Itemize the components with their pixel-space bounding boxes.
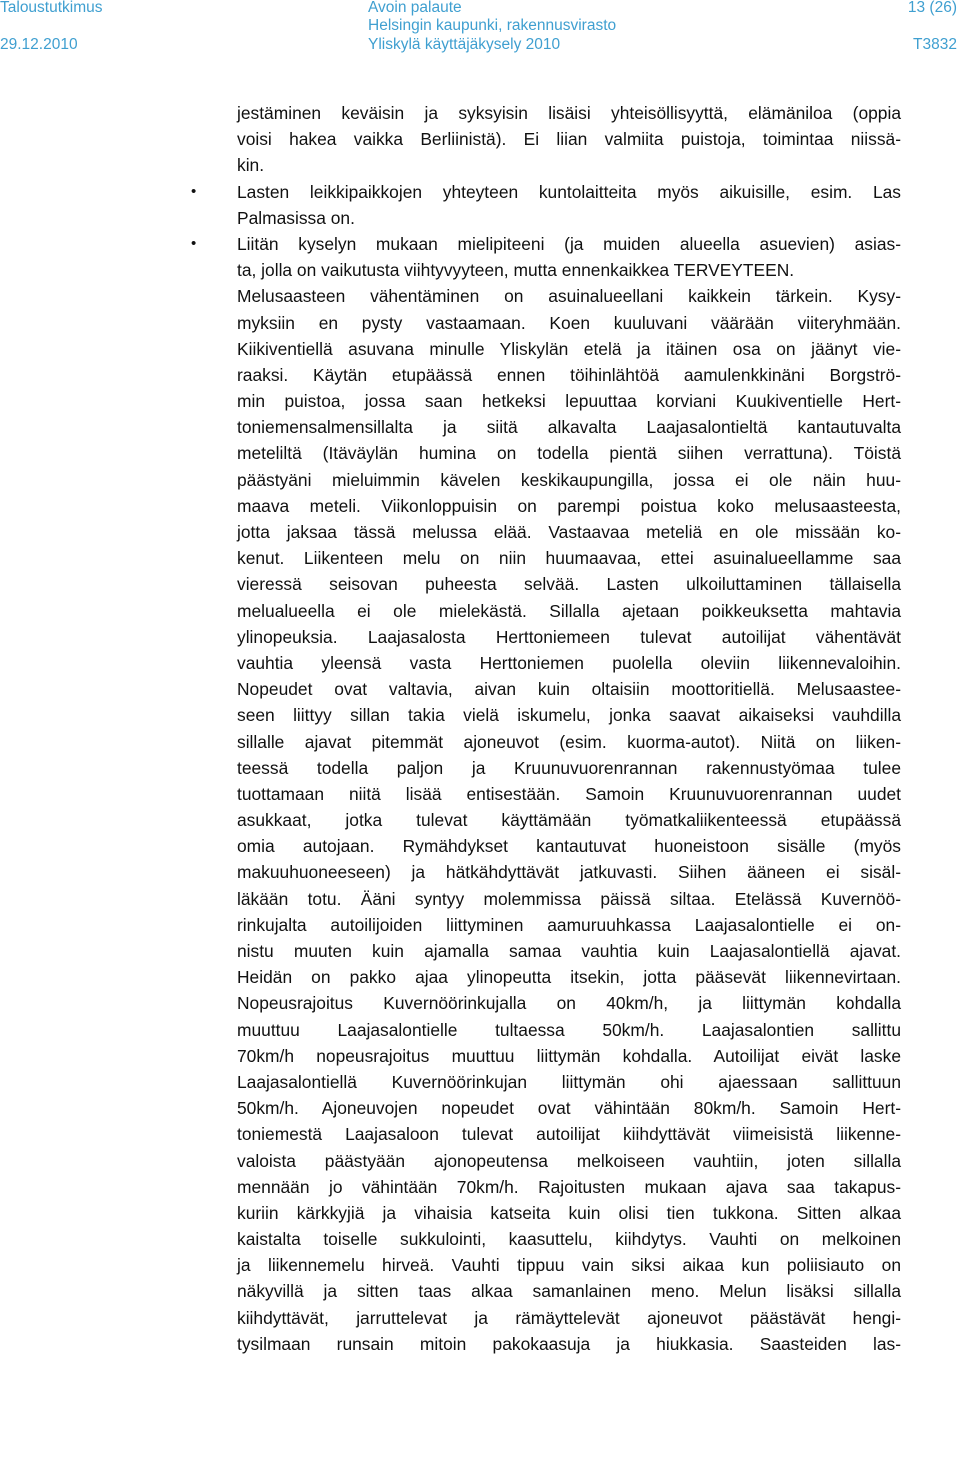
text-line: [237, 388, 901, 414]
text-line: [237, 1148, 901, 1174]
text-line-content: muuttuu Laajasalontielle tultaessa 50km/h. Laajasalontien sallittu: [237, 1019, 901, 1040]
text-line-content: mennään jo vähintään 70km/h. Rajoitusten mukaan ajava saa takapus-: [237, 1176, 901, 1197]
text-line-content: teessä todella paljon ja Kruunuvuorenrannan rakennustyömaa tulee: [237, 757, 901, 778]
text-line: [237, 859, 901, 885]
text-line: [237, 938, 901, 964]
text-line-content: toniemensalmensillalta ja siitä alkavalta Laajasalontieltä kantautuvalta: [237, 417, 901, 438]
text-line: [237, 467, 901, 493]
text-line: [237, 283, 901, 309]
text-line: [237, 1252, 901, 1278]
text-line-content: vauhtia yleensä vasta Herttoniemen puolella oleviin liikennevaloihin.: [237, 652, 901, 673]
header-section-title: Avoin palaute: [368, 0, 462, 16]
bullet-icon: •: [191, 182, 197, 200]
text-line-content: Liitän kyselyn mukaan mielipiteeni (ja muiden alueella asuevien) asias-: [237, 233, 901, 254]
text-line: [237, 257, 901, 283]
feedback-text: [191, 100, 901, 1357]
text-line-content: min puistoa, jossa saan hetkeksi lepuuttaa korviani Kuukiventielle Hert-: [237, 391, 901, 412]
text-line-content: vieressä seisovan puheesta selvää. Lasten ulkoiluttaminen tällaisella: [237, 574, 901, 595]
text-line: [237, 624, 901, 650]
header-date: 29.12.2010: [0, 36, 78, 53]
header-project-code: T3832: [913, 36, 957, 53]
text-line-content: raaksi. Käytän etupäässä ennen töihinlähtöä aamulenkkinäni Borgströ-: [237, 364, 901, 385]
text-line-content: meteliltä (Itäväylän humina on todella pientä siihen verrattuna). Töistä: [237, 443, 901, 464]
header-survey-title: Yliskylä käyttäjäkysely 2010: [368, 36, 561, 53]
text-line: [237, 126, 901, 152]
text-line-content: Heidän on pakko ajaa ylinopeutta itsekin, jotta pääsevät liikennevirtaan.: [237, 967, 901, 988]
text-line-content: näkyvillä ja sitten taas alkaa samanlainen meno. Melun lisäksi sillalla: [237, 1281, 901, 1302]
text-line-content: valoista päästyään ajonopeutensa melkoiseen vauhtiin, joten sillalla: [237, 1150, 901, 1171]
text-line: [237, 1226, 901, 1252]
text-line-content: jestäminen keväisin ja syksyisin lisäisi yhteisöllisyyttä, elämäniloa (oppia: [237, 103, 901, 123]
text-line: [191, 179, 901, 205]
text-line: [237, 676, 901, 702]
text-line: [237, 1017, 901, 1043]
text-line-content: Nopeudet ovat valtavia, aivan kuin oltaisiin moottoritiellä. Melusaastee-: [237, 679, 901, 700]
text-line: [237, 414, 901, 440]
text-line-content: ta, jolla on vaikutusta viihtyvyyteen, mutta ennenkaikkea TERVEYTEEN.: [237, 260, 795, 281]
text-line: [237, 336, 901, 362]
header-company: Taloustutkimus: [0, 0, 103, 16]
text-line-content: tysilmaan runsain mitoin pakokaasuja ja hiukkasia. Saasteiden las-: [237, 1333, 901, 1354]
text-line: [237, 1278, 901, 1304]
page-header: [0, 0, 960, 60]
text-line-content: Lasten leikkipaikkojen yhteyteen kuntolaitteita myös aikuisille, esim. Las: [237, 181, 901, 202]
text-line: [237, 1331, 901, 1357]
text-line: [237, 755, 901, 781]
text-line-content: Nopeusrajoitus Kuvernöörinkujalla on 40km/h, ja liittymän kohdalla: [237, 993, 901, 1014]
text-line-content: tuottamaan niitä lisää entisestään. Samoin Kruunuvuorenrannan uudet: [237, 783, 901, 804]
header-page-number: 13 (26): [907, 0, 957, 16]
text-line: [237, 1305, 901, 1331]
text-line: [237, 598, 901, 624]
text-line: [237, 152, 901, 178]
text-line: [237, 1200, 901, 1226]
text-line: [237, 205, 901, 231]
text-line: [237, 702, 901, 728]
text-line-content: Laajasalontiellä Kuvernöörinkujan liittymän ohi ajaessaan sallittuun: [237, 1071, 901, 1092]
text-line: [237, 990, 901, 1016]
text-line: [237, 545, 901, 571]
text-line-content: 50km/h. Ajoneuvojen nopeudet ovat vähintään 80km/h. Samoin Hert-: [237, 1098, 901, 1119]
text-line: [237, 886, 901, 912]
text-line-content: asukkaat, jotka tulevat käyttämään työmatkaliikenteessä etupäässä: [237, 810, 901, 831]
text-line: [237, 519, 901, 545]
text-line: [237, 1174, 901, 1200]
text-line: [237, 493, 901, 519]
text-line: [237, 650, 901, 676]
text-line: [237, 729, 901, 755]
text-line: [237, 1043, 901, 1069]
text-line-content: kiihdyttävät, jarruttelevat ja rämäyttelevät ajoneuvot päästävät hengi-: [237, 1307, 901, 1328]
text-line-content: voisi hakea vaikka Berliinistä). Ei liian valmiita puistoja, toimintaa niissä-: [237, 129, 901, 150]
text-line: [237, 310, 901, 336]
text-line: [237, 781, 901, 807]
text-line: [237, 1069, 901, 1095]
text-line-content: kenut. Liikenteen melu on niin huumaavaa, ettei asuinalueellamme saa: [237, 548, 901, 569]
text-line-content: Palmasissa on.: [237, 207, 355, 228]
text-line-content: ja liikennemelu hirveä. Vauhti tippuu vain siksi aikaa kun poliisiauto on: [237, 1255, 901, 1276]
text-line-content: läkään totu. Ääni syntyy molemmissa päissä siltaa. Etelässä Kuvernöö-: [237, 888, 901, 909]
text-line: [237, 964, 901, 990]
text-line-content: seen liittyy sillan takia vielä iskumelu, jonka saavat aikaiseksi vauhdilla: [237, 705, 901, 726]
text-line: [237, 362, 901, 388]
text-line-content: jotta jaksaa tässä melussa elää. Vastaavaa meteliä en ole missään ko-: [237, 522, 901, 542]
text-line-content: päästyäni mieluimmin kävelen keskikaupungilla, jossa ei ole näin huu-: [237, 469, 901, 490]
text-line-content: omia autojaan. Rymähdykset kantautuvat huoneistoon sisälle (myös: [237, 836, 901, 857]
text-line: [237, 912, 901, 938]
text-line-content: nistu muuten kuin ajamalla samaa vauhtia kuin Laajasalontiellä ajavat.: [237, 941, 901, 961]
bullet-icon: •: [191, 234, 197, 252]
text-line-content: Kiikiventiellä asuvana minulle Yliskylän etelä ja itäinen osa on jäänyt vie-: [237, 338, 901, 359]
text-line: [237, 571, 901, 597]
text-line: [237, 833, 901, 859]
text-line-content: 70km/h nopeusrajoitus muuttuu liittymän kohdalla. Autoilijat eivät laske: [237, 1045, 901, 1066]
text-line-content: ylinopeuksia. Laajasalosta Herttoniemeen tulevat autoilijat vähentävät: [237, 626, 901, 647]
text-line-content: myksiin en pysty vastaamaan. Koen kuuluvani väärään viiteryhmään.: [237, 312, 901, 333]
text-line: [237, 807, 901, 833]
text-line: [191, 231, 901, 257]
text-line-content: kaistalta toiselle sukkulointi, kaasuttelu, kiihdytys. Vauhti on melkoinen: [237, 1229, 901, 1250]
text-line-content: maava meteli. Viikonloppuisin on parempi poistua koko melusaasteesta,: [237, 495, 901, 516]
text-line-content: toniemestä Laajasaloon tulevat autoilijat kiihdyttävät viimeisistä liikenne-: [237, 1124, 901, 1145]
text-line: [237, 1095, 901, 1121]
text-line-content: kuriin kärkkyjiä ja vihaisia katseita kuin olisi tien tukkona. Sitten alkaa: [237, 1202, 901, 1223]
text-line-content: rinkujalta autoilijoiden liittyminen aamuruuhkassa Laajasalontielle ei on-: [237, 914, 901, 935]
text-line: [237, 440, 901, 466]
text-line-content: kin.: [237, 155, 265, 176]
text-line-content: sillalle ajavat pitemmät ajoneuvot (esim. kuorma-autot). Niitä on liiken-: [237, 731, 901, 752]
header-client: Helsingin kaupunki, rakennusvirasto: [368, 17, 617, 34]
text-line-content: melualueella ei ole mielekästä. Sillalla ajetaan poikkeuksetta mahtavia: [237, 600, 901, 621]
text-line: [237, 100, 901, 126]
text-line: [237, 1121, 901, 1147]
text-line-content: makuuhuoneeseen) ja hätkähdyttävät jatkuvasti. Siihen ääneen ei sisäl-: [237, 862, 901, 883]
text-line-content: Melusaasteen vähentäminen on asuinalueellani kaikkein tärkein. Kysy-: [237, 286, 901, 307]
